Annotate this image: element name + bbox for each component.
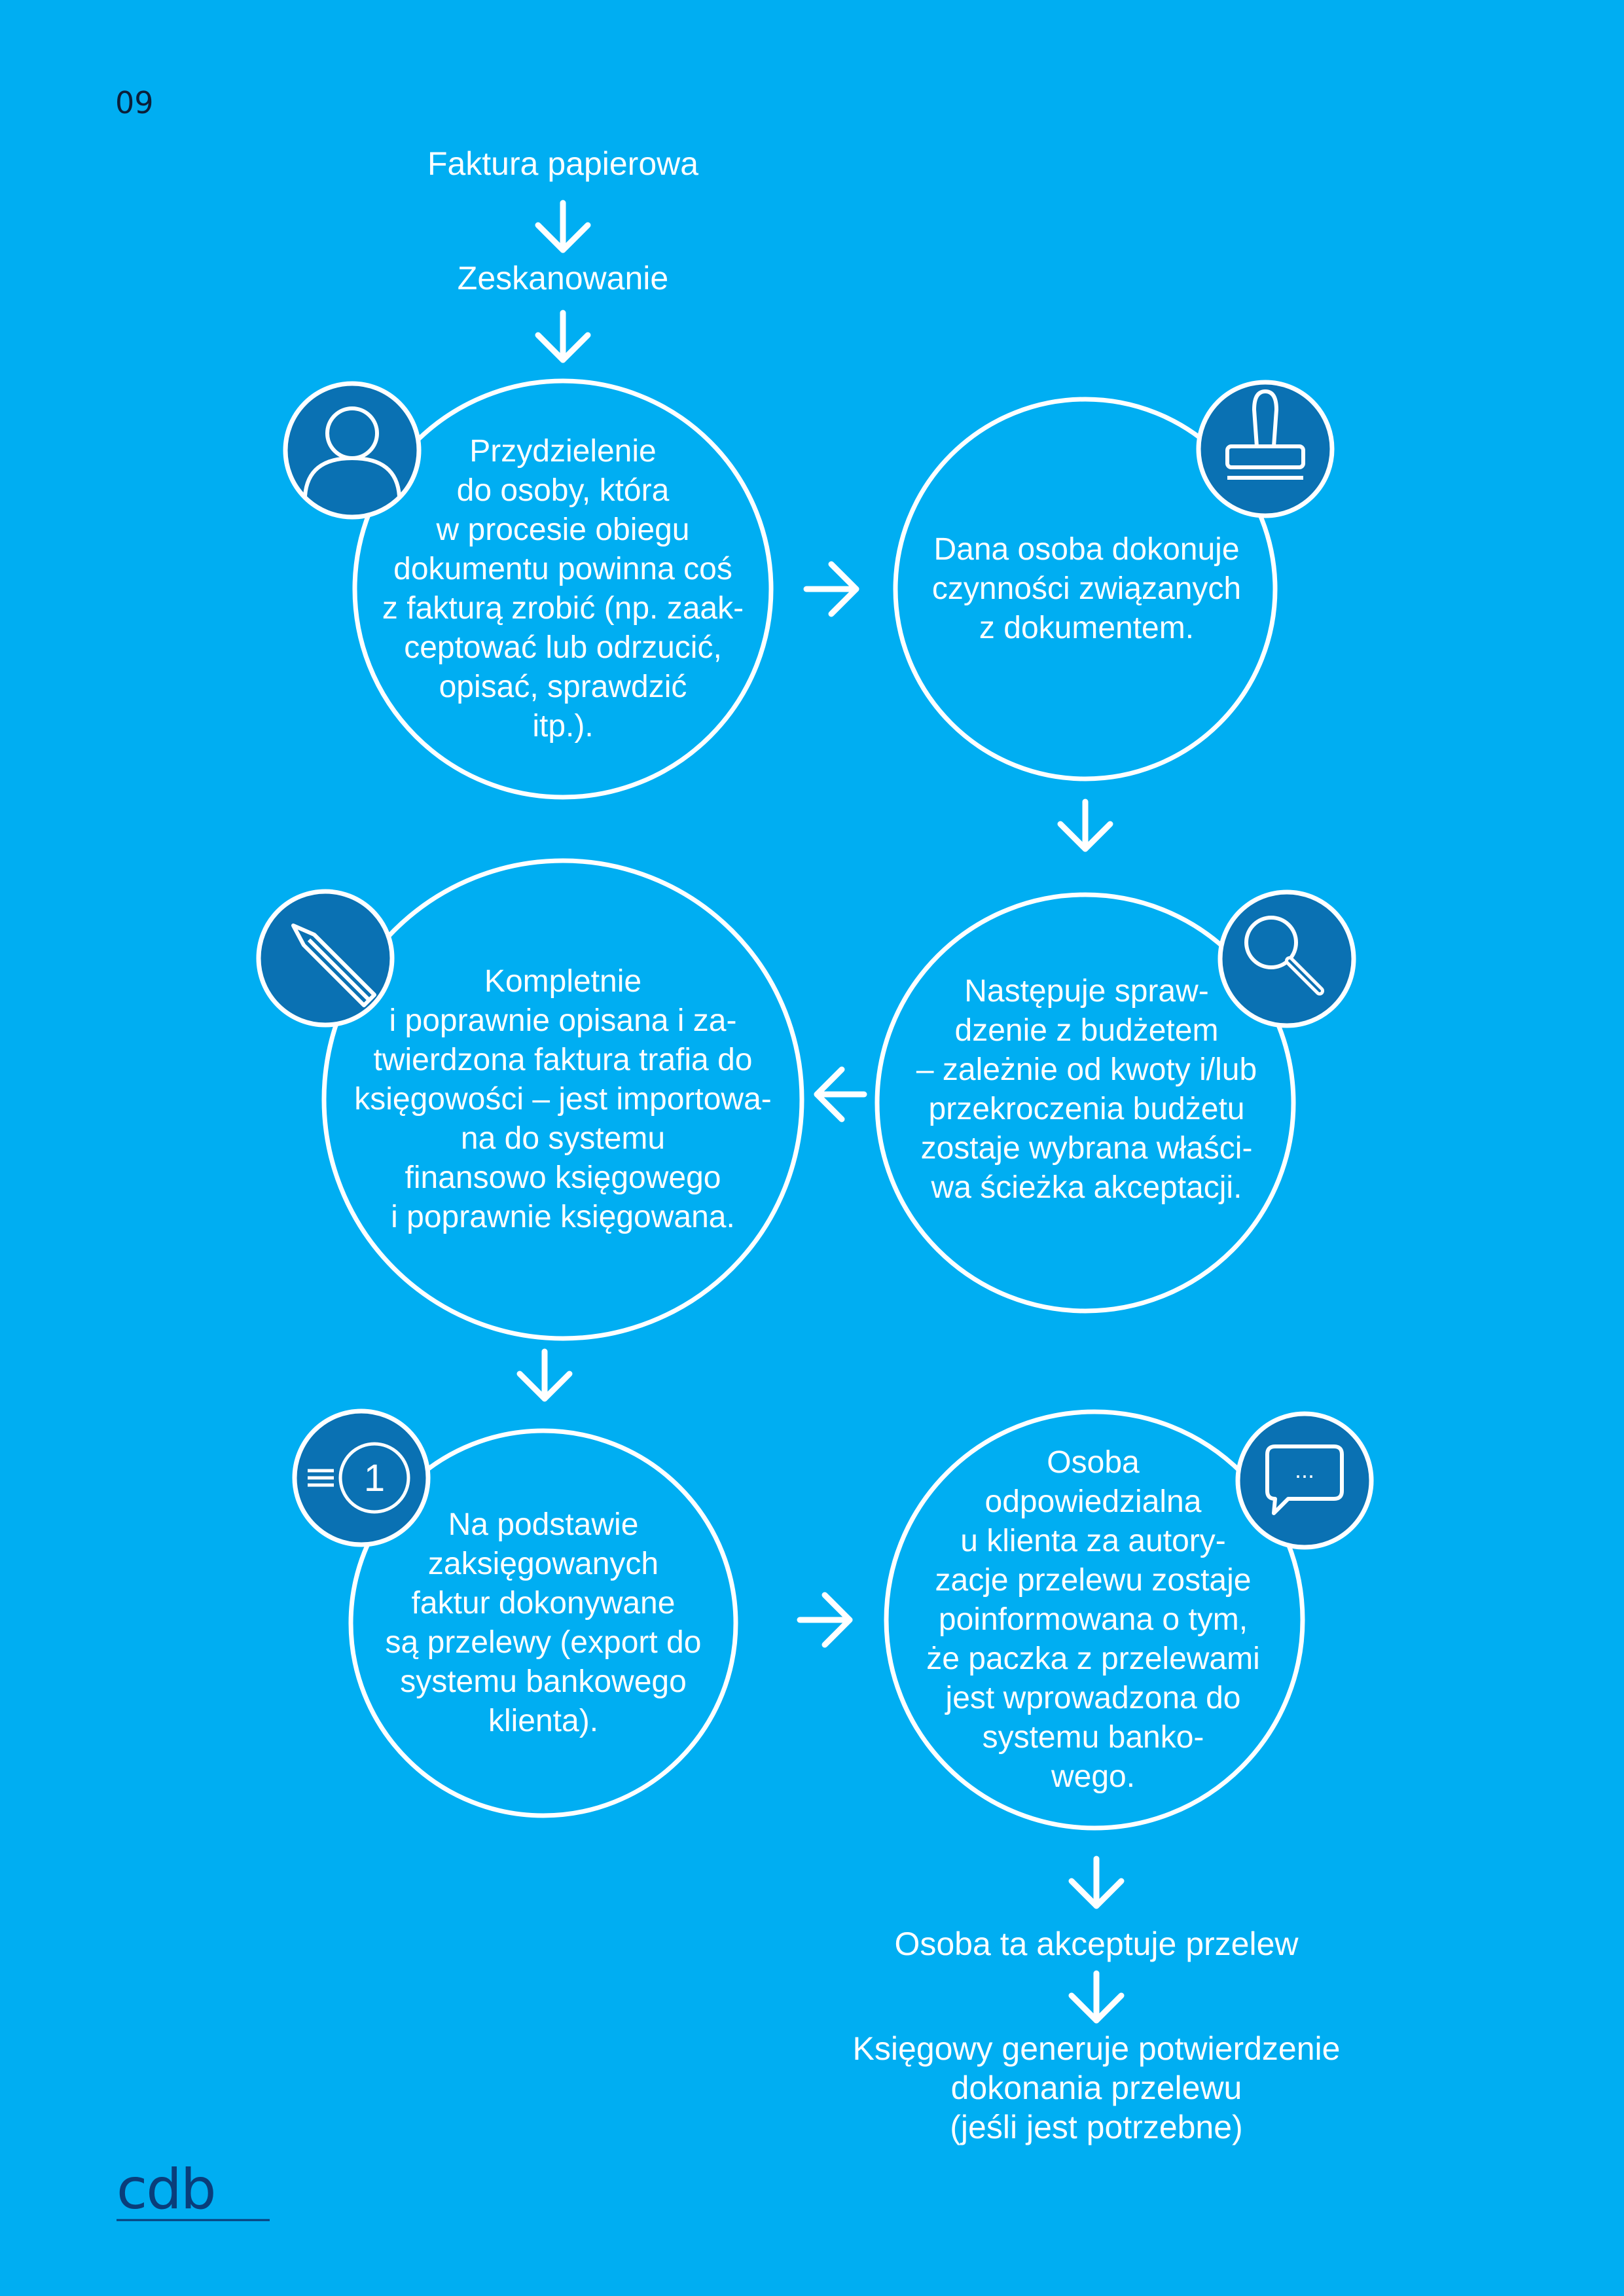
arrow-down-4 xyxy=(520,1352,569,1399)
step-scanning: Zeskanowanie xyxy=(457,260,669,296)
step-accept-transfer: Osoba ta akceptuje przelew xyxy=(894,1926,1299,1962)
step-confirmation: Księgowy generuje potwierdzenie dokonania przelewu (jeśli jest potrzebne) xyxy=(852,2030,1341,2145)
step-assignment-text: Przydzielenie do osoby, która w procesie obiegu dokumentu powinna coś z fakturą zrobić (np. zaak- ceptować lub odrzucić, opisać, sprawdzić itp.). xyxy=(382,434,744,744)
arrow-left-1 xyxy=(817,1069,864,1119)
arrow-down-3 xyxy=(1060,802,1110,849)
arrow-right-1 xyxy=(806,564,856,614)
number-badge-text: 1 xyxy=(363,1457,386,1499)
arrow-down-5 xyxy=(1072,1859,1121,1906)
arrow-down-6 xyxy=(1072,1973,1121,2020)
step-notification-text: Osoba odpowiedzialna u klienta za autory- zacje przelewu zostaje poinformowana o tym, że paczka z przelewami jest wprowadzona do systemu banko- wego. xyxy=(926,1445,1260,1794)
step-actions-text: Dana osoba dokonuje czynności związanych z dokumentem. xyxy=(931,532,1242,645)
arrow-right-2 xyxy=(800,1595,850,1645)
step-paper-invoice: Faktura papierowa xyxy=(427,145,699,182)
stamp-icon xyxy=(1199,382,1332,516)
step-budget-check-text: Następuje spraw- dzenie z budżetem – zależnie od kwoty i/lub przekroczenia budżetu zostaje wybrana właści- wa ścieżka akceptacji. xyxy=(916,974,1257,1205)
arrow-down-1 xyxy=(538,203,588,250)
step-accounting-text: Kompletnie i poprawnie opisana i za- twierdzona faktura trafia do księgowości – jest importowa- na do systemu finansowo księgowego i poprawnie księgowana. xyxy=(354,964,772,1234)
page-number: 09 xyxy=(115,85,154,120)
logo-text: cdb xyxy=(117,2166,215,2222)
arrow-down-2 xyxy=(538,313,588,360)
chat-dots-text: ... xyxy=(1294,1456,1315,1483)
step-transfers-text: Na podstawie zaksięgowanych faktur dokonywane są przelewy (export do systemu bankowego klienta). xyxy=(385,1507,702,1738)
cdb-logo xyxy=(115,2166,272,2229)
